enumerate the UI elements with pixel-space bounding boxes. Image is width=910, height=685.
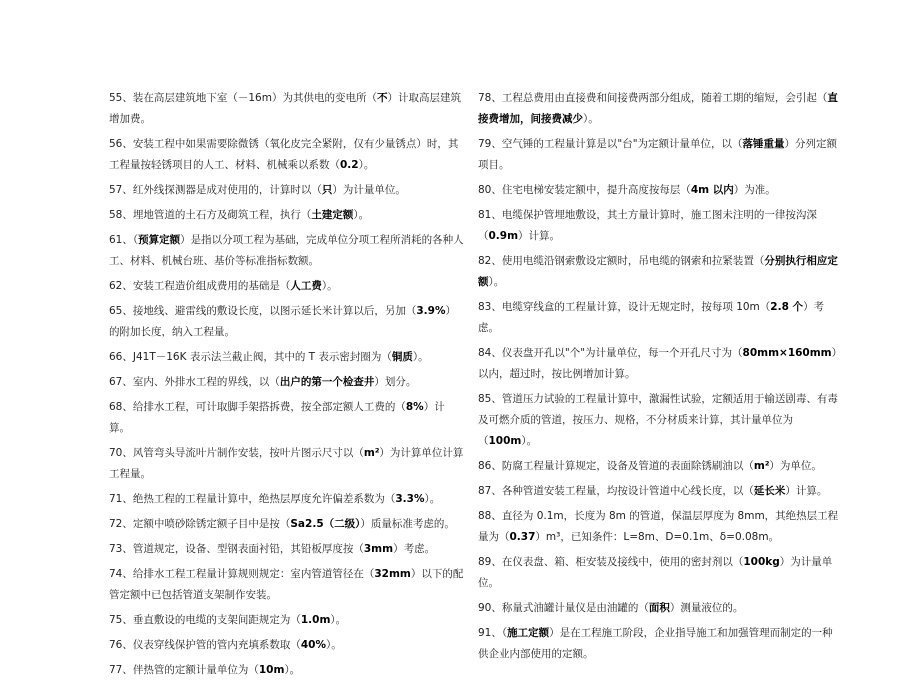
answer-text: 1.0m	[300, 614, 331, 626]
question-text: 90、称量式油罐计量仪是由油罐的（	[478, 602, 649, 614]
answer-text: 4m 以内	[690, 184, 734, 196]
question-text: ）划分。	[374, 376, 417, 388]
question-text: ）考虑。	[393, 543, 436, 555]
question-text: ）为计量单位。	[332, 184, 406, 196]
answer-text: 预算定额	[138, 234, 181, 246]
question-q73	[109, 539, 465, 560]
question-q78	[478, 88, 840, 130]
answer-text: 0.9m	[488, 230, 519, 242]
answer-text: 0.37	[509, 531, 536, 543]
question-q55	[109, 88, 465, 130]
question-text: ）是在工程施工阶段，企业指导施工和加强管理而制定的一种供企业内部使用的定额。	[478, 627, 833, 660]
question-text: 80、住宅电梯安装定额中，提升高度按每层（	[478, 184, 691, 196]
question-text: 68、给排水工程，可计取脚手架搭拆费，按全部定额人工费的（	[109, 401, 406, 413]
question-q58	[109, 205, 465, 226]
question-text: ）。	[321, 280, 338, 292]
right-column	[478, 88, 840, 669]
question-q89	[478, 552, 840, 594]
question-text: 79、空气锤的工程量计算是以"台"为定额计量单位，以（	[478, 138, 743, 150]
answer-text: m²	[363, 447, 380, 459]
question-text: 55、装在高层建筑地下室（－16m）为其供电的变电所（	[109, 92, 377, 104]
question-q90	[478, 598, 840, 619]
question-text: ）是指以分项工程为基础，完成单位分项工程所消耗的各种人工、材料、机械台班、基价等标准指标数额。	[109, 234, 464, 267]
question-text: ）。	[583, 113, 599, 125]
question-text: 56、安装工程中如果需要除微锈（氧化皮完全紧附，仅有少量锈点）时，其工程量按轻锈项目的人工、材料、机械乘以系数（	[109, 138, 459, 171]
question-text: ）。	[326, 639, 342, 651]
question-text: ）以内，超过时，按比例增加计算。	[478, 347, 837, 380]
answer-text: Sa2.5（二级）	[290, 518, 361, 530]
question-text: 88、直径为 0.1m，长度为 8m 的管道，保温层厚度为 8mm，其绝热层工程量为（	[478, 510, 839, 543]
question-q65	[109, 301, 465, 343]
question-q80	[478, 180, 840, 201]
question-q76	[109, 635, 465, 656]
question-text: ）为计量单位。	[478, 556, 833, 589]
answer-text: 不	[376, 92, 388, 104]
question-q81	[478, 205, 840, 247]
question-text: ）。	[358, 159, 375, 171]
answer-text: 80mm×160mm	[742, 347, 832, 359]
question-text: ）。	[284, 664, 301, 676]
answer-text: 直接费增加，间接费减少	[478, 92, 838, 125]
question-text: 81、电缆保护管埋地敷设，其土方量计算时，施工图未注明的一律按沟深（	[478, 209, 817, 242]
answer-text: 100kg	[743, 556, 780, 568]
question-q56	[109, 134, 465, 176]
question-text: ）。	[424, 493, 441, 505]
question-text: ）计算。	[518, 230, 561, 242]
answer-text: 2.8 个	[770, 301, 804, 313]
question-text: 86、防腐工程量计算规定，设备及管道的表面除锈刷油以（	[478, 460, 754, 472]
question-text: 87、各种管道安装工程量，均按设计管道中心线长度，以（	[478, 485, 754, 497]
question-q84	[478, 343, 840, 385]
answer-text: 3.9%	[416, 305, 446, 317]
question-q72	[109, 514, 465, 535]
question-text: 78、工程总费用由直接费和间接费两部分组成，随着工期的缩短，会引起（	[478, 92, 828, 104]
question-text: 75、垂直敷设的电缆的支架间距规定为（	[109, 614, 301, 626]
question-text: 84、仪表盘开孔以"个"为计量单位，每一个开孔尺寸为（	[478, 347, 743, 359]
question-text: ）。	[521, 435, 538, 447]
question-q68	[109, 397, 465, 439]
question-q83	[478, 297, 840, 339]
question-q91	[478, 623, 840, 665]
answer-text: 出户的第一个检查井	[279, 376, 375, 388]
question-text: ）测量液位的。	[669, 602, 744, 614]
question-text: 70、风管弯头导流叶片制作安装，按叶片图示尺寸以（	[109, 447, 364, 459]
answer-text: 铜质	[391, 351, 413, 363]
answer-text: 延长米	[753, 485, 786, 497]
question-text: 82、使用电缆沿钢索敷设定额时，吊电缆的钢索和拉紧装置（	[478, 255, 765, 267]
question-q61	[109, 230, 465, 272]
question-text: 58、埋地管道的土石方及砌筑工程，执行（	[109, 209, 312, 221]
answer-text: 32mm	[374, 568, 411, 580]
question-q88	[478, 506, 840, 548]
question-q75	[109, 610, 465, 631]
question-text: ）质量标准考虑的。	[360, 518, 455, 530]
question-q70	[109, 443, 465, 485]
question-q79	[478, 134, 840, 176]
question-text: 65、接地线、避雷线的敷设长度，以图示延长米计算以后，另加（	[109, 305, 417, 317]
question-text: 71、绝热工程的工程量计算中，绝热层厚度允许偏差系数为（	[109, 493, 396, 505]
answer-text: 0.2	[340, 159, 359, 171]
answer-text: 3mm	[363, 543, 394, 555]
question-text: 62、安装工程造价组成费用的基础是（	[109, 280, 291, 292]
question-text: ）考虑。	[478, 301, 825, 334]
answer-text: 8%	[405, 401, 424, 413]
question-text: 89、在仪表盘、箱、柜安装及接线中，使用的密封剂以（	[478, 556, 744, 568]
answer-text: 只	[321, 184, 333, 196]
answer-text: 10m	[258, 664, 285, 676]
question-text: 72、定额中喷砂除锈定额子目中是按（	[109, 518, 291, 530]
question-text: 76、仪表穿线保护管的管内充填系数取（	[109, 639, 301, 651]
question-text: 66、J41T－16K 表示法兰截止阀，其中的 T 表示密封圈为（	[109, 351, 392, 363]
answer-text: 面积	[648, 602, 670, 614]
question-text: 91、（	[478, 627, 508, 639]
question-q66	[109, 347, 465, 368]
question-text: ）m³，已知条件：L=8m、D=0.1m、δ=0.08m。	[535, 531, 780, 543]
question-text: 57、红外线探测器是成对使用的，计算时以（	[109, 184, 322, 196]
answer-text: 3.3%	[395, 493, 425, 505]
answer-text: 100m	[488, 435, 522, 447]
question-text: 67、室内、外排水工程的界线，以（	[109, 376, 280, 388]
answer-text: m²	[753, 460, 770, 472]
question-text: 83、电缆穿线盒的工程量计算，设计无规定时，按每项 10m（	[478, 301, 771, 313]
question-text: ）的附加长度，纳入工程量。	[109, 305, 456, 338]
question-text: ）为准。	[733, 184, 776, 196]
left-column	[109, 88, 465, 685]
question-q74	[109, 564, 465, 606]
question-text: ）计算。	[785, 485, 828, 497]
answer-text: 施工定额	[507, 627, 550, 639]
question-q77	[109, 660, 465, 681]
question-text: ）分列定额项目。	[478, 138, 838, 171]
question-q85	[478, 389, 840, 452]
question-text: ）计取高层建筑增加费。	[109, 92, 461, 125]
question-q57	[109, 180, 465, 201]
question-q87	[478, 481, 840, 502]
question-q67	[109, 372, 465, 393]
question-text: ）。	[330, 614, 347, 626]
question-text: ）。	[488, 276, 505, 288]
question-text: ）。	[412, 351, 429, 363]
question-text: ）计算。	[109, 401, 445, 434]
question-text: 85、管道压力试验的工程量计算中，激漏性试验，定额适用于输送剧毒、有毒及可燃介质的管道，按压力、规格，不分材质来计算，其计量单位为（	[478, 393, 838, 447]
question-q82	[478, 251, 840, 293]
answer-text: 落锤重量	[742, 138, 785, 150]
question-text: ）为计算单位计算工程量。	[109, 447, 464, 480]
question-q71	[109, 489, 465, 510]
answer-text: 土建定额	[311, 209, 354, 221]
question-q86	[478, 456, 840, 477]
question-text: 73、管道规定，设备、型钢表面衬铅，其铅板厚度按（	[109, 543, 364, 555]
question-text: 61、（	[109, 234, 139, 246]
question-text: ）为单位。	[769, 460, 822, 472]
answer-text: 分别执行相应定额	[478, 255, 838, 288]
question-text: 74、给排水工程工程量计算规则规定：室内管道管径在（	[109, 568, 375, 580]
answer-text: 40%	[300, 639, 327, 651]
question-text: ）。	[353, 209, 370, 221]
question-q62	[109, 276, 465, 297]
answer-text: 人工费	[290, 280, 322, 292]
question-text: ）以下的配管定额中已包括管道支架制作安装。	[109, 568, 464, 601]
question-text: 77、伴热管的定额计量单位为（	[109, 664, 259, 676]
